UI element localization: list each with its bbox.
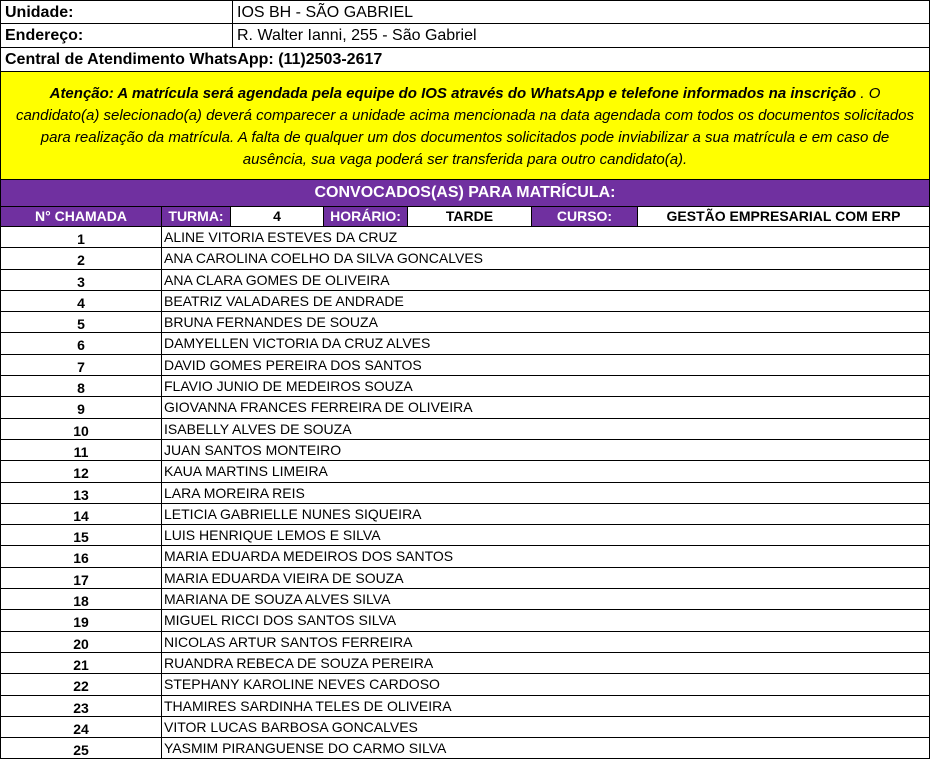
candidate-name: LETICIA GABRIELLE NUNES SIQUEIRA — [162, 504, 930, 525]
table-row — [0, 674, 930, 695]
candidate-name: ANA CLARA GOMES DE OLIVEIRA — [162, 270, 930, 291]
call-number: 24 — [1, 717, 162, 738]
call-number: 5 — [1, 312, 162, 333]
candidate-name: MARIA EDUARDA MEDEIROS DOS SANTOS — [162, 546, 930, 567]
central-contact: Central de Atendimento WhatsApp: (11)2503-2617 — [1, 48, 930, 72]
address-value: R. Walter Ianni, 255 - São Gabriel — [233, 24, 930, 48]
candidate-name: RUANDRA REBECA DE SOUZA PEREIRA — [162, 653, 930, 674]
call-number: 23 — [1, 696, 162, 717]
central-row — [0, 48, 930, 72]
candidate-name: NICOLAS ARTUR SANTOS FERREIRA — [162, 632, 930, 653]
table-row — [0, 568, 930, 589]
table-row — [0, 248, 930, 269]
call-number: 25 — [1, 738, 162, 759]
candidate-name: DAVID GOMES PEREIRA DOS SANTOS — [162, 355, 930, 376]
call-number: 1 — [1, 227, 162, 248]
table-row — [0, 312, 930, 333]
candidate-name: BEATRIZ VALADARES DE ANDRADE — [162, 291, 930, 312]
header-horario-label: HORÁRIO: — [324, 207, 408, 227]
table-row — [0, 738, 930, 759]
candidate-name: BRUNA FERNANDES DE SOUZA — [162, 312, 930, 333]
table-row — [0, 461, 930, 482]
notice-box — [0, 72, 930, 180]
candidate-name: YASMIM PIRANGUENSE DO CARMO SILVA — [162, 738, 930, 759]
candidate-name: MARIA EDUARDA VIEIRA DE SOUZA — [162, 568, 930, 589]
table-row — [0, 525, 930, 546]
call-number: 3 — [1, 270, 162, 291]
table-row — [0, 397, 930, 418]
unit-row — [0, 0, 930, 24]
candidate-name: JUAN SANTOS MONTEIRO — [162, 440, 930, 461]
call-number: 21 — [1, 653, 162, 674]
candidate-name: VITOR LUCAS BARBOSA GONCALVES — [162, 717, 930, 738]
table-row — [0, 270, 930, 291]
candidate-name: ANA CAROLINA COELHO DA SILVA GONCALVES — [162, 248, 930, 269]
call-number: 17 — [1, 568, 162, 589]
table-row — [0, 333, 930, 354]
candidate-name: ISABELLY ALVES DE SOUZA — [162, 419, 930, 440]
table-row — [0, 546, 930, 567]
header-turma-value: 4 — [231, 207, 324, 227]
call-number: 19 — [1, 610, 162, 631]
candidate-name: DAMYELLEN VICTORIA DA CRUZ ALVES — [162, 333, 930, 354]
table-row — [0, 653, 930, 674]
candidate-name: STEPHANY KAROLINE NEVES CARDOSO — [162, 674, 930, 695]
candidate-name: THAMIRES SARDINHA TELES DE OLIVEIRA — [162, 696, 930, 717]
candidate-name: FLAVIO JUNIO DE MEDEIROS SOUZA — [162, 376, 930, 397]
table-row — [0, 440, 930, 461]
address-label: Endereço: — [1, 24, 233, 48]
call-number: 14 — [1, 504, 162, 525]
table-row — [0, 504, 930, 525]
call-number: 22 — [1, 674, 162, 695]
address-row — [0, 24, 930, 48]
candidate-name: LARA MOREIRA REIS — [162, 483, 930, 504]
table-row — [0, 610, 930, 631]
call-number: 4 — [1, 291, 162, 312]
call-number: 13 — [1, 483, 162, 504]
header-turma-label: TURMA: — [162, 207, 231, 227]
call-number: 10 — [1, 419, 162, 440]
table-row — [0, 717, 930, 738]
table-row — [0, 355, 930, 376]
candidate-name: GIOVANNA FRANCES FERREIRA DE OLIVEIRA — [162, 397, 930, 418]
candidate-name: MIGUEL RICCI DOS SANTOS SILVA — [162, 610, 930, 631]
call-number: 20 — [1, 632, 162, 653]
call-number: 6 — [1, 333, 162, 354]
table-row — [0, 483, 930, 504]
header-curso-value: GESTÃO EMPRESARIAL COM ERP — [638, 207, 930, 227]
notice-text: . O candidato(a) selecionado(a) deverá comparecer a unidade acima mencionada na data agendada com todos os documentos solicitados para realização da matrícula. A falta de qualquer um dos documentos solicitados pode inviabilizar a sua matrícula e em caso de ausência, sua vaga poderá ser transferida para outro candidato(a). — [15, 85, 915, 168]
call-number: 12 — [1, 461, 162, 482]
call-number: 11 — [1, 440, 162, 461]
table-row — [0, 696, 930, 717]
call-number: 18 — [1, 589, 162, 610]
candidate-list — [0, 227, 930, 759]
header-horario-value: TARDE — [408, 207, 532, 227]
call-number: 15 — [1, 525, 162, 546]
header-chamada: N° CHAMADA — [1, 207, 162, 227]
table-row — [0, 589, 930, 610]
header-curso-label: CURSO: — [532, 207, 638, 227]
table-row — [0, 632, 930, 653]
call-number: 9 — [1, 397, 162, 418]
call-number: 2 — [1, 248, 162, 269]
notice-bold: Atenção: A matrícula será agendada pela equipe do IOS através do WhatsApp e telefone informados na inscrição — [49, 85, 857, 102]
call-number: 7 — [1, 355, 162, 376]
candidate-name: LUIS HENRIQUE LEMOS E SILVA — [162, 525, 930, 546]
table-row — [0, 376, 930, 397]
candidate-name: ALINE VITORIA ESTEVES DA CRUZ — [162, 227, 930, 248]
table-row — [0, 419, 930, 440]
candidate-name: MARIANA DE SOUZA ALVES SILVA — [162, 589, 930, 610]
table-row — [0, 227, 930, 248]
unit-value: IOS BH - SÃO GABRIEL — [233, 0, 930, 24]
header-row — [0, 206, 930, 227]
call-number: 8 — [1, 376, 162, 397]
banner-title: CONVOCADOS(AS) PARA MATRÍCULA: — [0, 180, 930, 206]
call-number: 16 — [1, 546, 162, 567]
table-row — [0, 291, 930, 312]
unit-label: Unidade: — [1, 0, 233, 24]
candidate-name: KAUA MARTINS LIMEIRA — [162, 461, 930, 482]
